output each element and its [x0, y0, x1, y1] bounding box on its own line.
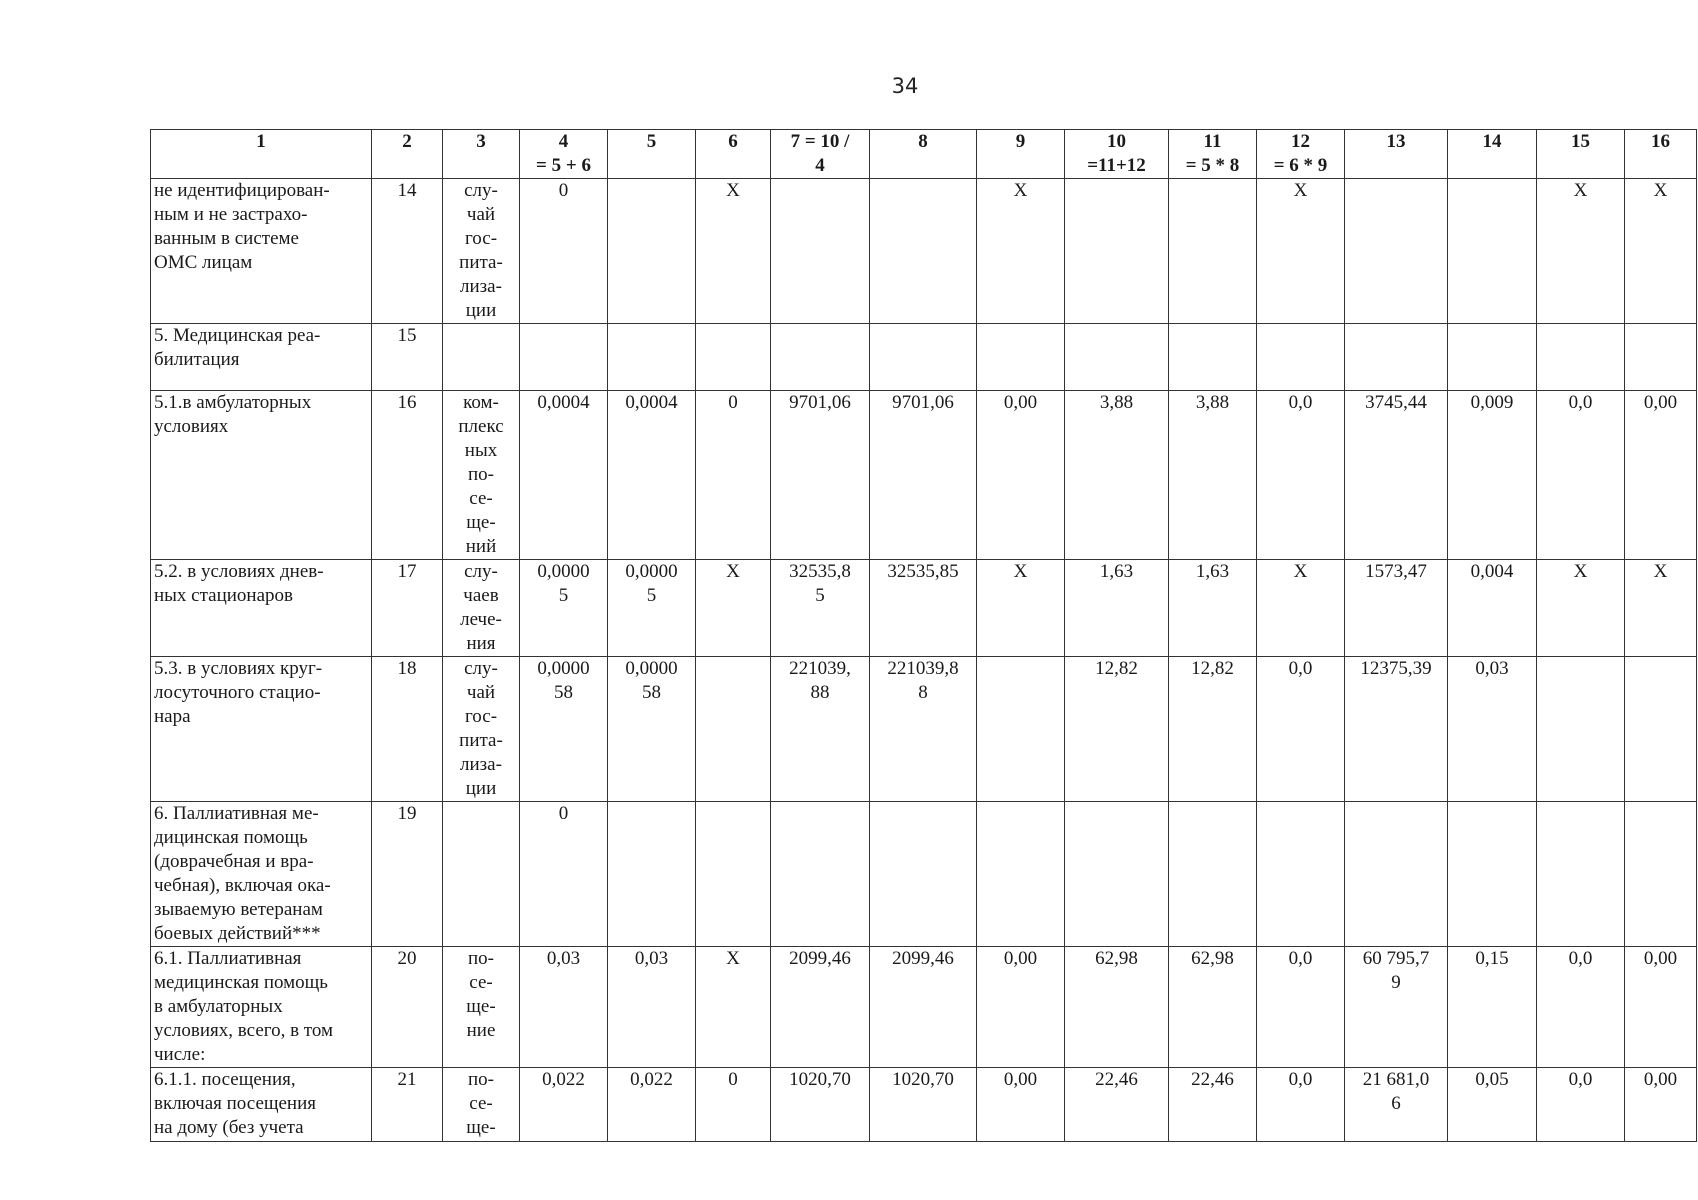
row-label-cell: 6.1.1. посещения, включая посещения на дому (без учета: [151, 1068, 372, 1142]
table-cell: 18: [372, 657, 443, 802]
header-cell: 14: [1448, 130, 1537, 179]
table-cell: слу- чай гос- пита- лиза- ции: [443, 179, 520, 324]
table-cell: [771, 179, 870, 324]
table-cell: 3745,44: [1345, 391, 1448, 560]
header-cell: 2: [372, 130, 443, 179]
table-cell: 0,0004: [608, 391, 696, 560]
table-cell: 1020,70: [870, 1068, 977, 1142]
table-cell: 0: [696, 1068, 771, 1142]
table-cell: [1537, 657, 1625, 802]
page-number: 34: [891, 74, 919, 98]
table-cell: [1448, 179, 1537, 324]
table-cell: 19: [372, 802, 443, 947]
table-cell: 0: [696, 391, 771, 560]
table-row: [151, 391, 1697, 560]
table-cell: 0,004: [1448, 560, 1537, 657]
table-cell: [870, 179, 977, 324]
header-cell: 7 = 10 / 4: [771, 130, 870, 179]
row-label-cell: 5.1.в амбулаторных условиях: [151, 391, 372, 560]
table-cell: 0,0: [1257, 657, 1345, 802]
table-cell: по- се- ще- ние: [443, 947, 520, 1068]
table-cell: [608, 324, 696, 391]
table-cell: 2099,46: [870, 947, 977, 1068]
table-header-row: [151, 130, 1697, 179]
table-cell: [1169, 179, 1257, 324]
table-cell: X: [696, 179, 771, 324]
table-cell: 0,03: [520, 947, 608, 1068]
table-cell: 12375,39: [1345, 657, 1448, 802]
table-cell: 15: [372, 324, 443, 391]
table-row: [151, 802, 1697, 947]
table-cell: [443, 324, 520, 391]
table-cell: 0,0: [1537, 947, 1625, 1068]
table-cell: [1065, 324, 1169, 391]
table-cell: 16: [372, 391, 443, 560]
table-cell: 221039,8 8: [870, 657, 977, 802]
table-cell: [520, 324, 608, 391]
table-cell: [977, 657, 1065, 802]
table-cell: 17: [372, 560, 443, 657]
table-cell: 32535,8 5: [771, 560, 870, 657]
header-cell: 10 =11+12: [1065, 130, 1169, 179]
table-cell: 0,0: [1537, 391, 1625, 560]
table-cell: 0,00: [1625, 947, 1697, 1068]
table-cell: 62,98: [1169, 947, 1257, 1068]
table-cell: 1573,47: [1345, 560, 1448, 657]
table-cell: 12,82: [1169, 657, 1257, 802]
table-cell: 0,0: [1537, 1068, 1625, 1142]
table-cell: 0,15: [1448, 947, 1537, 1068]
table-cell: X: [1625, 179, 1697, 324]
table-cell: 0,05: [1448, 1068, 1537, 1142]
table-cell: 0,03: [1448, 657, 1537, 802]
table-cell: 12,82: [1065, 657, 1169, 802]
table-cell: [1625, 657, 1697, 802]
table-cell: [1257, 324, 1345, 391]
table-cell: 9701,06: [771, 391, 870, 560]
table-cell: X: [1625, 560, 1697, 657]
table-cell: 0,0000 5: [608, 560, 696, 657]
data-table: [150, 129, 1697, 1142]
table-cell: 0,009: [1448, 391, 1537, 560]
header-cell: 5: [608, 130, 696, 179]
row-label-cell: не идентифицирован- ным и не застрахо- ванным в системе ОМС лицам: [151, 179, 372, 324]
header-cell: 16: [1625, 130, 1697, 179]
table-cell: по- се- ще-: [443, 1068, 520, 1142]
table-cell: 1020,70: [771, 1068, 870, 1142]
table-cell: 0,0000 58: [608, 657, 696, 802]
table-cell: [1448, 324, 1537, 391]
table-cell: 20: [372, 947, 443, 1068]
table-row: [151, 324, 1697, 391]
table-cell: 1,63: [1169, 560, 1257, 657]
table-cell: 0: [520, 802, 608, 947]
table-cell: [1065, 802, 1169, 947]
header-cell: 9: [977, 130, 1065, 179]
table-row: [151, 179, 1697, 324]
row-label-cell: 5. Медицинская реа- билитация: [151, 324, 372, 391]
table-cell: X: [977, 560, 1065, 657]
table-cell: 0,0: [1257, 391, 1345, 560]
table-row: [151, 560, 1697, 657]
table-cell: 0,03: [608, 947, 696, 1068]
table-cell: 22,46: [1169, 1068, 1257, 1142]
table-cell: [1257, 802, 1345, 947]
table-cell: 62,98: [1065, 947, 1169, 1068]
table-cell: 3,88: [1169, 391, 1257, 560]
table-cell: [1537, 324, 1625, 391]
table-cell: [1169, 802, 1257, 947]
table-cell: [1169, 324, 1257, 391]
table-cell: [443, 802, 520, 947]
header-cell: 6: [696, 130, 771, 179]
table-cell: 22,46: [1065, 1068, 1169, 1142]
header-cell: 13: [1345, 130, 1448, 179]
row-label-cell: 5.2. в условиях днев- ных стационаров: [151, 560, 372, 657]
header-cell: 1: [151, 130, 372, 179]
table-cell: 0,0004: [520, 391, 608, 560]
table-cell: 0: [520, 179, 608, 324]
header-cell: 12 = 6 * 9: [1257, 130, 1345, 179]
table-row: [151, 1068, 1697, 1142]
header-cell: 4 = 5 + 6: [520, 130, 608, 179]
table-cell: [771, 324, 870, 391]
header-cell: 8: [870, 130, 977, 179]
table-cell: 0,00: [1625, 391, 1697, 560]
table-cell: 3,88: [1065, 391, 1169, 560]
table-row: [151, 947, 1697, 1068]
table-cell: [1065, 179, 1169, 324]
table-cell: 0,0: [1257, 1068, 1345, 1142]
row-label-cell: 5.3. в условиях круг- лосуточного стацио- нара: [151, 657, 372, 802]
table-cell: [696, 324, 771, 391]
table-cell: 60 795,7 9: [1345, 947, 1448, 1068]
header-cell: 3: [443, 130, 520, 179]
table-cell: [1448, 802, 1537, 947]
table-cell: 14: [372, 179, 443, 324]
table-cell: 221039, 88: [771, 657, 870, 802]
header-cell: 15: [1537, 130, 1625, 179]
table-cell: [1345, 179, 1448, 324]
table-cell: [696, 802, 771, 947]
table-cell: [977, 802, 1065, 947]
table-cell: 32535,85: [870, 560, 977, 657]
table-cell: ком- плекс ных по- се- ще- ний: [443, 391, 520, 560]
table-cell: [870, 802, 977, 947]
table-cell: [608, 179, 696, 324]
table-cell: 0,022: [520, 1068, 608, 1142]
table-cell: 0,00: [977, 947, 1065, 1068]
table-cell: X: [1257, 179, 1345, 324]
table-row: [151, 657, 1697, 802]
table-cell: 0,00: [977, 1068, 1065, 1142]
table-cell: X: [1537, 560, 1625, 657]
table-cell: [696, 657, 771, 802]
table-cell: [1625, 802, 1697, 947]
table-cell: 2099,46: [771, 947, 870, 1068]
table-cell: [1345, 324, 1448, 391]
table-cell: [977, 324, 1065, 391]
table-cell: 0,022: [608, 1068, 696, 1142]
table-cell: 0,00: [1625, 1068, 1697, 1142]
table-cell: слу- чаев лече- ния: [443, 560, 520, 657]
table-cell: X: [696, 560, 771, 657]
table-cell: слу- чай гос- пита- лиза- ции: [443, 657, 520, 802]
table-cell: 9701,06: [870, 391, 977, 560]
table-cell: 0,00: [977, 391, 1065, 560]
header-cell: 11 = 5 * 8: [1169, 130, 1257, 179]
table-cell: [870, 324, 977, 391]
table-cell: 0,0000 5: [520, 560, 608, 657]
table-cell: 0,0: [1257, 947, 1345, 1068]
row-label-cell: 6. Паллиативная ме- дицинская помощь (доврачебная и вра- чебная), включая ока- зываемую ветеранам боевых действий***: [151, 802, 372, 947]
table-cell: X: [977, 179, 1065, 324]
row-label-cell: 6.1. Паллиативная медицинская помощь в амбулаторных условиях, всего, в том числе:: [151, 947, 372, 1068]
table-cell: 21: [372, 1068, 443, 1142]
table-cell: [771, 802, 870, 947]
table-cell: X: [1257, 560, 1345, 657]
table-cell: 0,0000 58: [520, 657, 608, 802]
table-cell: [608, 802, 696, 947]
table-cell: 21 681,0 6: [1345, 1068, 1448, 1142]
table-cell: X: [696, 947, 771, 1068]
table-cell: [1345, 802, 1448, 947]
table-cell: [1625, 324, 1697, 391]
table-cell: X: [1537, 179, 1625, 324]
table-cell: [1537, 802, 1625, 947]
table-cell: 1,63: [1065, 560, 1169, 657]
